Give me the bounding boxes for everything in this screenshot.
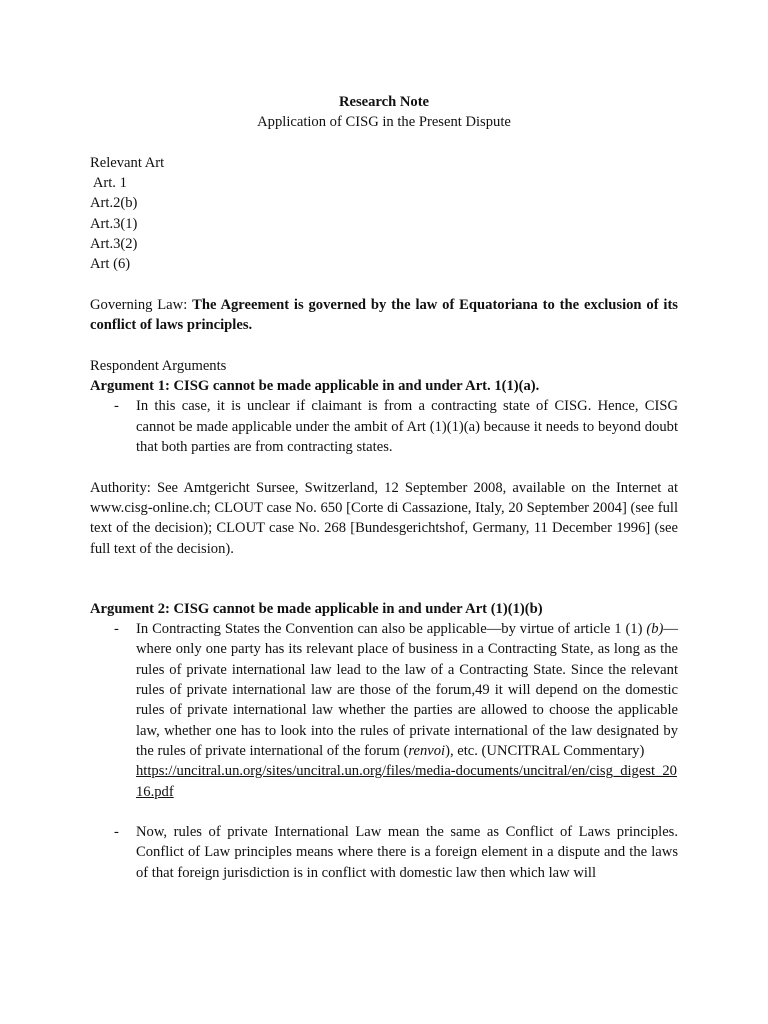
bullet-dash: - xyxy=(114,824,119,841)
relevant-art-item: Art.3(1) xyxy=(90,215,138,232)
argument-2-italic-renvoi: renvoi xyxy=(408,742,446,759)
argument-1-bullet-text: In this case, it is unclear if claimant is from a contracting state of CISG. Hence, CISG cannot be made applicable under the ambit of Art (1)(1)(a) because it needs to beyond doubt that both parties are from contracting states. xyxy=(136,398,678,456)
relevant-art-item: Art (6) xyxy=(90,256,131,273)
relevant-art-item: Art.2(b) xyxy=(90,195,138,212)
argument-2-bullet-2-text: Now, rules of private International Law mean the same as Conflict of Laws principles. Conflict of Law principles means where there is a foreign element in a dispute and the laws of that foreign jurisdiction is in conflict with domestic law then which law will xyxy=(136,824,678,881)
argument-2-bullet-1 xyxy=(90,619,678,802)
uncitral-digest-link[interactable]: https://uncitral.un.org/sites/uncitral.un.org/files/media-documents/uncitral/en/cisg_digest_2016.pdf xyxy=(136,763,677,800)
argument-2-text-b: —where only one party has its relevant place of business in a Contracting State, as long as the rules of private international law lead to the law of a Contracting State. Since the relevant rules of private international law are those of the forum,49 it will depend on the domestic rules of private international law whether the parties are allowed to choose the applicable law, whether one has to look into the rules of private international of the law designated by the rules of private international of the forum ( xyxy=(136,621,678,759)
respondent-heading: Respondent Arguments xyxy=(90,357,227,374)
argument-2-bullet-2 xyxy=(90,822,678,883)
relevant-art-item: Art. 1 xyxy=(90,175,127,192)
authority-paragraph: Authority: See Amtgericht Sursee, Switzerland, 12 September 2008, available on the Internet at www.cisg-online.ch; CLOUT case No. 650 [Corte di Cassazione, Italy, 20 September 2004] (see full text of the decision); CLOUT case No. 268 [Bundesgerichtshof, Germany, 11 December 1996] (see full text of the decision). xyxy=(90,479,678,557)
document-body xyxy=(90,92,678,883)
argument-2-italic-b: (b) xyxy=(646,621,664,638)
argument-2-title: Argument 2: CISG cannot be made applicable in and under Art (1)(1)(b) xyxy=(90,600,543,617)
argument-1-title: Argument 1: CISG cannot be made applicable in and under Art. 1(1)(a). xyxy=(90,378,540,395)
document-title: Research Note xyxy=(338,94,430,110)
governing-law-paragraph xyxy=(90,295,678,336)
governing-law-text: The Agreement is governed by the law of Equatoriana to the exclusion of its conflict of laws principles. xyxy=(90,296,678,334)
relevant-art-item: Art.3(2) xyxy=(90,236,138,253)
bullet-dash: - xyxy=(114,398,119,415)
document-subtitle: Application of CISG in the Present Dispute xyxy=(257,114,511,131)
bullet-dash: - xyxy=(114,621,119,638)
governing-law-label: Governing Law: xyxy=(90,296,193,313)
argument-2-text-c: ), etc. (UNCITRAL Commentary) xyxy=(445,742,645,759)
relevant-art-heading: Relevant Art xyxy=(90,154,165,171)
argument-2-text-a: In Contracting States the Convention can also be applicable—by virtue of article 1 (1) xyxy=(136,621,647,638)
argument-1-bullet xyxy=(90,396,678,457)
